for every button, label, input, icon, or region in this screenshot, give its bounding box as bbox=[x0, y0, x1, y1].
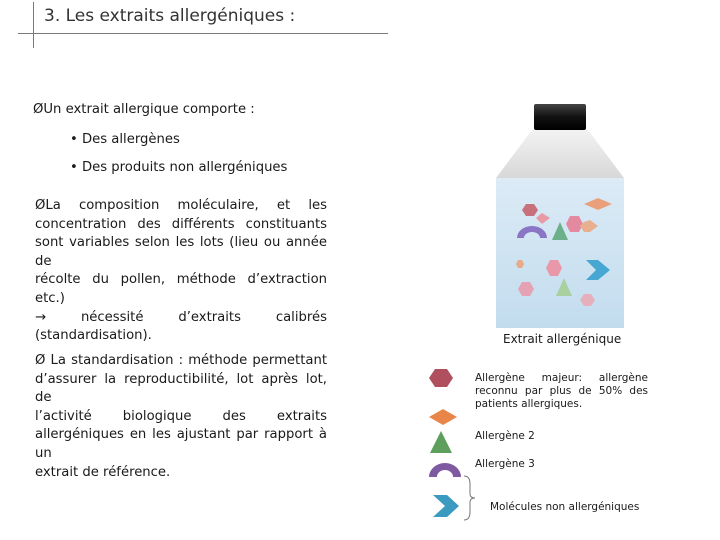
legend-icons bbox=[425, 365, 465, 525]
composition-paragraph bbox=[35, 197, 327, 346]
standardisation-line-2: d’assurer la reproductibilité, lot après lot, de bbox=[35, 371, 327, 406]
legend-non-allergenic: Molécules non allergéniques bbox=[490, 501, 640, 513]
bottle-cap bbox=[534, 104, 586, 130]
hexagon-icon bbox=[429, 369, 453, 387]
composition-line-4: récolte du pollen, méthode d’extraction etc.) bbox=[35, 272, 327, 306]
figure-caption: Extrait allergénique bbox=[503, 332, 622, 346]
legend-allergen-3: Allergène 3 bbox=[475, 458, 535, 470]
triangle-icon bbox=[430, 431, 452, 453]
standardisation-paragraph bbox=[35, 352, 327, 482]
legend-allergen-2: Allergène 2 bbox=[475, 430, 535, 442]
bullet-non-allergenic: • Des produits non allergéniques bbox=[70, 160, 288, 175]
legend-bracket bbox=[462, 474, 482, 522]
bottle-body bbox=[496, 178, 624, 328]
diamond-icon bbox=[429, 409, 457, 425]
composition-line-3: sont variables selon les lots (lieu ou année de bbox=[35, 235, 327, 269]
composition-line-5 bbox=[35, 309, 327, 328]
standardisation-line-4: allergéniques en les ajustant par rapport à un bbox=[35, 427, 327, 461]
standardisation-line-5: extrait de référence. bbox=[35, 464, 171, 480]
composition-line-6: (standardisation). bbox=[35, 328, 152, 344]
intro-bullet: ØUn extrait allergique comporte : bbox=[33, 102, 255, 117]
legend-major-allergen bbox=[475, 372, 648, 411]
title-vertical-rule bbox=[33, 2, 34, 48]
brace-icon bbox=[464, 476, 475, 520]
arc-icon bbox=[429, 463, 461, 477]
title-horizontal-rule bbox=[18, 33, 388, 34]
allergen-extract-bottle bbox=[490, 98, 630, 334]
standardisation-line-3: l’activité biologique des extraits bbox=[35, 408, 327, 424]
composition-line-5-text: nécessité d’extraits calibrés bbox=[80, 309, 327, 325]
bullet-allergens: • Des allergènes bbox=[70, 132, 180, 147]
legend-major-line-2: reconnu par plus de 50% des bbox=[475, 385, 648, 397]
composition-line-2: concentration des différents constituants bbox=[35, 216, 327, 232]
implies-arrow: → bbox=[35, 309, 47, 325]
composition-line-1: ØLa composition moléculaire, et les bbox=[35, 198, 327, 213]
bottle-neck bbox=[496, 130, 624, 178]
page-title: 3. Les extraits allergéniques : bbox=[44, 6, 296, 26]
standardisation-line-1: Ø La standardisation : méthode permettant bbox=[35, 353, 327, 368]
chevron-icon bbox=[433, 495, 459, 517]
legend-major-line-3: patients allergiques. bbox=[475, 398, 583, 410]
legend-major-line-1: Allergène majeur: allergène bbox=[475, 372, 648, 384]
